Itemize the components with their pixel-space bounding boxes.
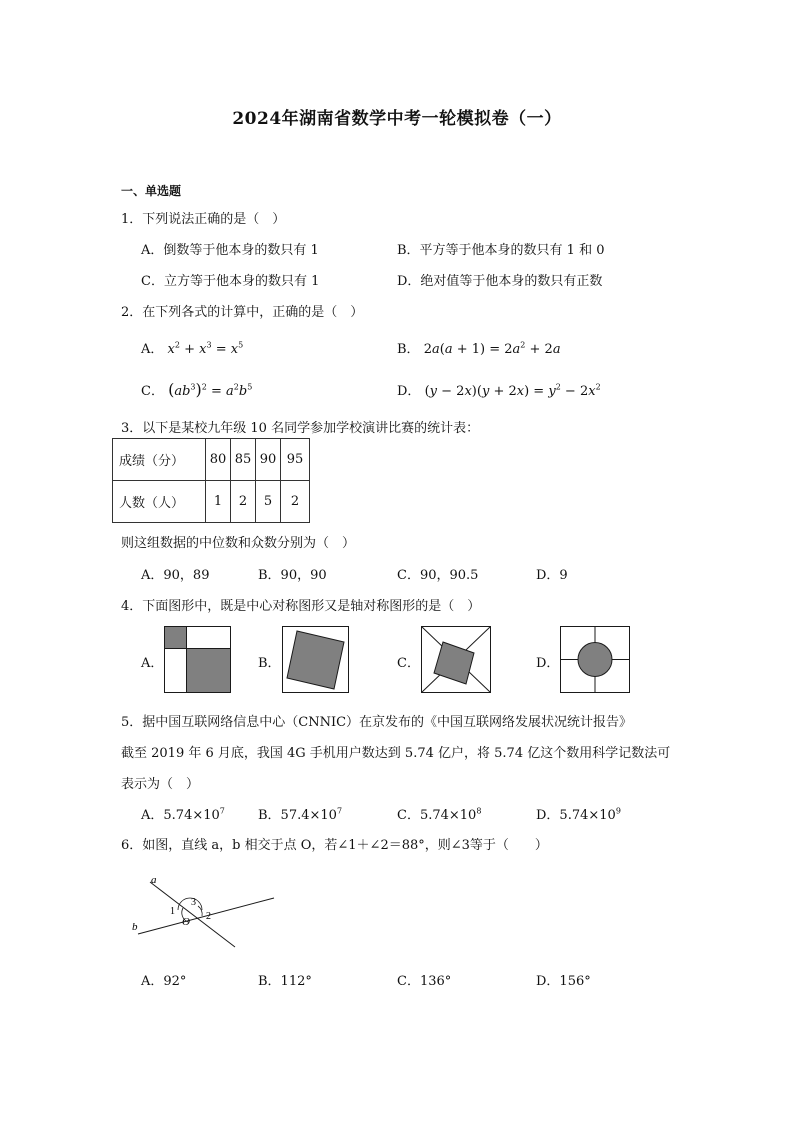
q2-option-b[interactable] <box>397 338 561 357</box>
q2-formula-c: $(ab^3)^2 = a^2b^5$ <box>168 380 253 399</box>
q5-option-a-text: A．5.74×10 <box>141 808 220 823</box>
label-2: 2 <box>206 911 211 922</box>
table-cell: 成绩（分） <box>113 439 206 481</box>
q2-stem: 2．在下列各式的计算中，正确的是（ ） <box>121 305 364 320</box>
q3-option-c[interactable]: C．90，90.5 <box>397 568 479 583</box>
q4-figure-d <box>560 626 630 693</box>
q2-option-a-label: A． <box>141 342 164 357</box>
table-cell: 85 <box>231 439 256 481</box>
q5-option-c-exp: 8 <box>476 806 482 816</box>
score-table <box>112 438 310 523</box>
label-1: 1 <box>170 906 175 917</box>
figure-a-small-square <box>165 627 187 649</box>
q4-figure-c <box>421 626 491 693</box>
table-row <box>113 439 310 481</box>
q6-option-d[interactable]: D．156° <box>536 974 591 989</box>
q6-option-b[interactable]: B．112° <box>258 974 312 989</box>
q5-option-b-text: B．57.4×10 <box>258 808 337 823</box>
section-heading: 一、单选题 <box>121 184 182 198</box>
q5-option-c-text: C．5.74×10 <box>397 808 477 823</box>
q3-stem: 3．以下是某校九年级 10 名同学参加学校演讲比赛的统计表： <box>121 421 480 436</box>
q5-line2: 截至 2019 年 6 月底，我国 4G 手机用户数达到 5.74 亿户，将 5.74 亿这个数用科学记数法可 <box>121 746 671 761</box>
q2-option-d-label: D． <box>397 384 421 399</box>
q1-option-b[interactable]: B．平方等于他本身的数只有 1 和 0 <box>397 243 605 258</box>
label-O: O <box>182 916 190 928</box>
figure-b-tilted-square <box>287 631 344 689</box>
q2-formula-a: $x^2 + x^3 = x^5$ <box>167 340 244 357</box>
q5-option-a-exp: 7 <box>219 806 225 816</box>
angle-3-arc <box>178 898 202 910</box>
q4-option-a[interactable]: A． <box>141 656 164 671</box>
q4-option-d[interactable]: D． <box>536 656 560 671</box>
q4-option-c[interactable]: C． <box>397 656 420 671</box>
table-cell: 2 <box>231 481 256 523</box>
q5-option-a[interactable] <box>141 804 225 823</box>
q3-follow: 则这组数据的中位数和众数分别为（ ） <box>121 536 356 551</box>
label-a: a <box>151 874 157 886</box>
q1-stem: 1．下列说法正确的是（ ） <box>121 212 286 227</box>
q5-option-d[interactable] <box>536 804 621 823</box>
label-3: 3 <box>191 897 196 908</box>
table-cell: 5 <box>256 481 281 523</box>
q5-option-b[interactable] <box>258 804 342 823</box>
q5-line1: 5．据中国互联网络信息中心（CNNIC）在京发布的《中国互联网络发展状况统计报告》 <box>121 715 633 730</box>
q6-option-a[interactable]: A．92° <box>141 974 187 989</box>
q3-option-a[interactable]: A．90，89 <box>141 568 210 583</box>
table-row <box>113 481 310 523</box>
q2-option-c-label: C． <box>141 384 164 399</box>
table-cell: 95 <box>281 439 310 481</box>
q5-option-c[interactable] <box>397 804 481 823</box>
label-b: b <box>132 921 138 933</box>
page-title: 2024年湖南省数学中考一轮模拟卷（一） <box>232 109 562 129</box>
q2-formula-d: $(y - 2x)(y + 2x) = y^2 - 2x^2$ <box>424 382 601 399</box>
q6-option-c[interactable]: C．136° <box>397 974 452 989</box>
q3-option-d[interactable]: D．9 <box>536 568 568 583</box>
table-cell: 90 <box>256 439 281 481</box>
q4-stem: 4．下面图形中，既是中心对称图形又是轴对称图形的是（ ） <box>121 599 481 614</box>
q4-figure-b <box>282 626 349 693</box>
q2-option-d[interactable] <box>397 380 601 399</box>
q3-option-b[interactable]: B．90，90 <box>258 568 327 583</box>
q4-option-b[interactable]: B． <box>258 656 281 671</box>
q2-option-a[interactable] <box>141 338 243 357</box>
q5-option-b-exp: 7 <box>336 806 343 816</box>
q6-stem: 6．如图，直线 a，b 相交于点 O，若∠1＋∠2＝88°，则∠3等于（ ） <box>121 838 548 853</box>
q1-option-c[interactable]: C．立方等于他本身的数只有 1 <box>141 274 320 289</box>
figure-d-circle <box>578 643 612 677</box>
q1-option-d[interactable]: D．绝对值等于他本身的数只有正数 <box>397 274 603 289</box>
q6-figure <box>120 868 280 958</box>
table-cell: 1 <box>206 481 231 523</box>
q2-option-c[interactable] <box>141 380 252 399</box>
figure-a-large-square <box>187 649 231 693</box>
q1-option-a[interactable]: A．倒数等于他本身的数只有 1 <box>141 243 319 258</box>
q4-figure-a <box>164 626 231 693</box>
q2-option-b-label: B． <box>397 342 420 357</box>
q5-option-d-text: D．5.74×10 <box>536 808 616 823</box>
q5-line3: 表示为（ ） <box>121 777 200 792</box>
q2-formula-b: $2a(a + 1) = 2a^2 + 2a$ <box>423 340 561 357</box>
table-cell: 人数（人） <box>113 481 206 523</box>
line-a <box>150 882 235 947</box>
table-cell: 80 <box>206 439 231 481</box>
table-cell: 2 <box>281 481 310 523</box>
q5-option-d-exp: 9 <box>615 806 621 816</box>
